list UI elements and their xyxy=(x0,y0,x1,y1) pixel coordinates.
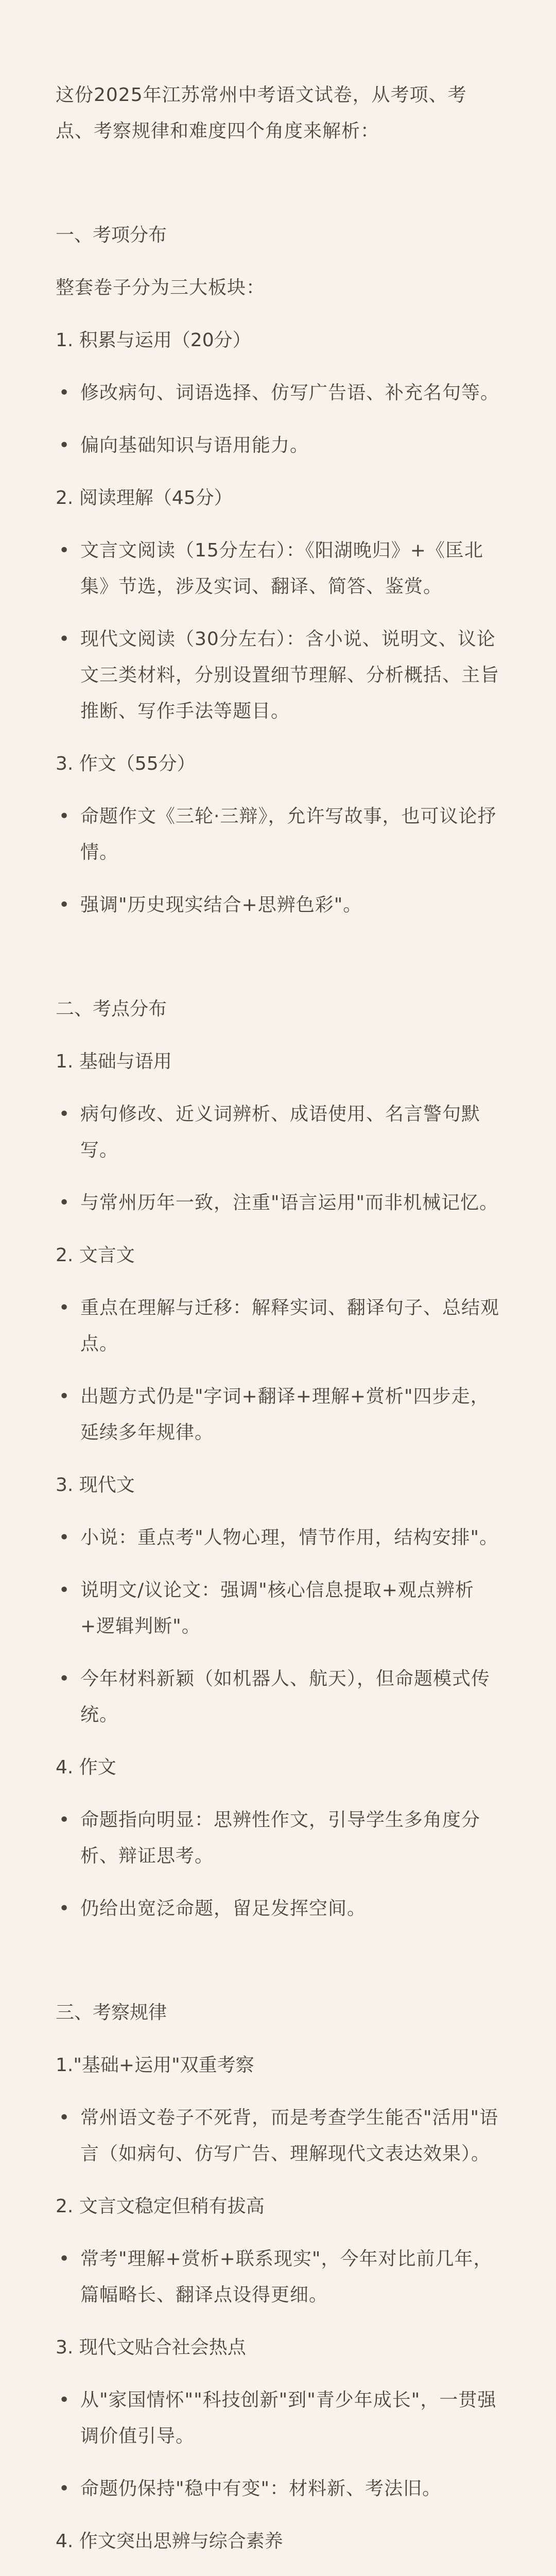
subsection-title: 1. 基础与语用 xyxy=(56,1051,172,1072)
bullet-dot-icon: • xyxy=(59,1527,71,1548)
bullet-item: • 从"家国情怀""科技创新"到"青少年成长"，一贯强调价值引导。 xyxy=(56,2382,500,2454)
bullet-dot-icon: • xyxy=(59,1809,71,1831)
intro-text: 这份2025年江苏常州中考语文试卷，从考项、考点、考察规律和难度四个角度来解析： xyxy=(56,84,467,142)
subsection-title: 1. 积累与运用（20分） xyxy=(56,330,251,351)
bullet-dot-icon: • xyxy=(59,1297,71,1318)
bullet-item: • 小说：重点考"人物心理，情节作用，结构安排"。 xyxy=(56,1520,500,1556)
bullet-dot-icon: • xyxy=(59,1386,71,1407)
bullet-dot-icon: • xyxy=(59,1192,71,1213)
bullet-dot-icon: • xyxy=(59,1104,71,1125)
subsection-title: 3. 现代文 xyxy=(56,1475,135,1496)
bullet-item: • 强调"历史现实结合+思辨色彩"。 xyxy=(56,887,500,923)
bullet-item: • 今年材料新颖（如机器人、航天），但命题模式传统。 xyxy=(56,1661,500,1733)
bullet-item: • 出题方式仍是"字词+翻译+理解+赏析"四步走，延续多年规律。 xyxy=(56,1379,500,1451)
bullet-item: • 仍给出宽泛命题，留足发挥空间。 xyxy=(56,1891,500,1927)
bullet-dot-icon: • xyxy=(59,629,71,650)
bullet-dot-icon: • xyxy=(59,2478,71,2499)
bullet-item: • 与常州历年一致，注重"语言运用"而非机械记忆。 xyxy=(56,1185,500,1221)
bullet-item: • 说明文/议论文：强调"核心信息提取+观点辨析+逻辑判断"。 xyxy=(56,1572,500,1645)
subsection-title: 3. 现代文贴合社会热点 xyxy=(56,2337,246,2358)
bullet-dot-icon: • xyxy=(59,1898,71,1919)
bullet-item: • 常考"理解+赏析+联系现实"，今年对比前几年，篇幅略长、翻译点设得更细。 xyxy=(56,2241,500,2313)
bullet-dot-icon: • xyxy=(59,806,71,827)
bullet-item: • 命题指向明显：思辨性作文，引导学生多角度分析、辩证思考。 xyxy=(56,1802,500,1874)
bullet-dot-icon: • xyxy=(59,894,71,916)
bullet-item: • 重点在理解与迁移：解释实词、翻译句子、总结观点。 xyxy=(56,1290,500,1362)
section-title-exam-items: 一、考项分布 xyxy=(56,225,167,246)
bullet-dot-icon: • xyxy=(59,1668,71,1689)
bullet-item: • 病句修改、近义词辨析、成语使用、名言警句默写。 xyxy=(56,1096,500,1168)
bullet-item: • 现代文阅读（30分左右）：含小说、说明文、议论文三类材料，分别设置细节理解、分析概括、主旨推断、写作手法等题目。 xyxy=(56,621,500,730)
section-title-patterns: 三、考察规律 xyxy=(56,2002,167,2023)
subsection-title: 3. 作文（55分） xyxy=(56,753,196,774)
bullet-item: • 命题仍保持"稳中有变"：材料新、考法旧。 xyxy=(56,2471,500,2507)
bullet-dot-icon: • xyxy=(59,2389,71,2411)
bullet-dot-icon: • xyxy=(59,540,71,561)
subsection-title: 2. 文言文 xyxy=(56,1245,135,1266)
subsection-title: 2. 文言文稳定但稍有拔高 xyxy=(56,2196,265,2217)
bullet-dot-icon: • xyxy=(59,435,71,456)
bullet-dot-icon: • xyxy=(59,382,71,403)
subsection-title: 4. 作文 xyxy=(56,1757,116,1778)
section-title-exam-points: 二、考点分布 xyxy=(56,998,167,1020)
bullet-item: • 修改病句、词语选择、仿写广告语、补充名句等。 xyxy=(56,375,500,411)
section-lead: 整套卷子分为三大板块： xyxy=(56,277,266,298)
subsection-title: 2. 阅读理解（45分） xyxy=(56,487,233,509)
bullet-dot-icon: • xyxy=(59,2248,71,2269)
subsection-title: 4. 作文突出思辨与综合素养 xyxy=(56,2531,283,2552)
bullet-item: • 文言文阅读（15分左右）：《阳湖晚归》+《匡北集》节选，涉及实词、翻译、简答、鉴赏。 xyxy=(56,533,500,605)
bullet-dot-icon: • xyxy=(59,1580,71,1601)
bullet-dot-icon: • xyxy=(59,2107,71,2128)
subsection-title: 1."基础+运用"双重考察 xyxy=(56,2055,254,2076)
bullet-item: • 常州语文卷子不死背，而是考查学生能否"活用"语言（如病句、仿写广告、理解现代文表达效果）。 xyxy=(56,2100,500,2172)
bullet-item: • 偏向基础知识与语用能力。 xyxy=(56,428,500,464)
bullet-item: • 命题作文《三轮·三辩》，允许写故事，也可议论抒情。 xyxy=(56,799,500,871)
